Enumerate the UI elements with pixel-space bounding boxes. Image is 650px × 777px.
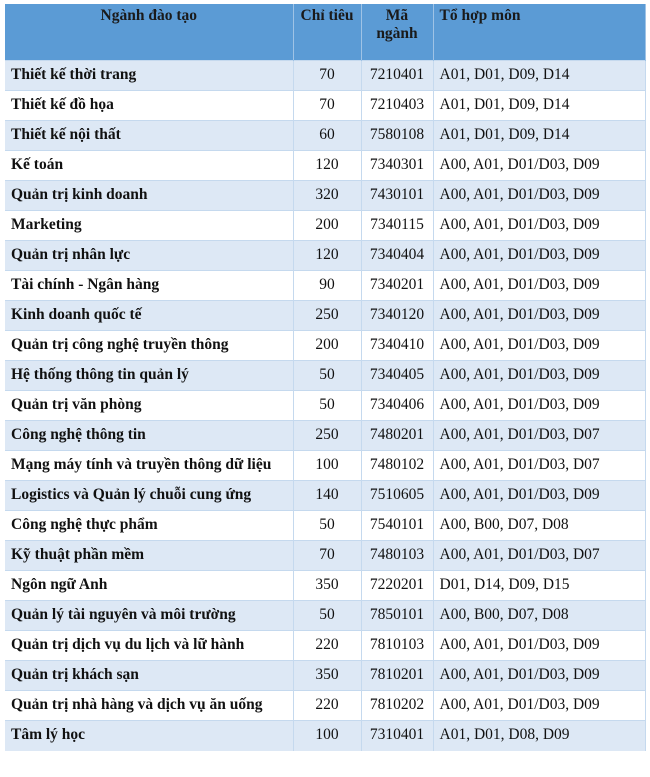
quota-cell: 50 — [293, 361, 361, 391]
code-cell: 7210401 — [361, 61, 433, 91]
major-cell: Tài chính - Ngân hàng — [5, 271, 293, 301]
code-cell: 7850101 — [361, 601, 433, 631]
major-cell: Quản trị dịch vụ du lịch và lữ hành — [5, 631, 293, 661]
code-cell: 7810201 — [361, 661, 433, 691]
admissions-table-container — [5, 4, 645, 751]
table-row — [5, 631, 645, 661]
table-row — [5, 661, 645, 691]
subject-combo-cell: A00, A01, D01/D03, D09 — [433, 661, 645, 691]
quota-cell: 250 — [293, 301, 361, 331]
major-cell: Logistics và Quản lý chuỗi cung ứng — [5, 481, 293, 511]
code-cell: 7580108 — [361, 121, 433, 151]
subject-combo-cell: D01, D14, D09, D15 — [433, 571, 645, 601]
code-cell: 7430101 — [361, 181, 433, 211]
table-row — [5, 271, 645, 301]
major-cell: Tâm lý học — [5, 721, 293, 751]
code-cell: 7480103 — [361, 541, 433, 571]
admissions-table — [5, 4, 646, 751]
table-row — [5, 61, 645, 91]
major-cell: Quản trị nhân lực — [5, 241, 293, 271]
subject-combo-cell: A00, A01, D01/D03, D09 — [433, 241, 645, 271]
major-cell: Kinh doanh quốc tế — [5, 301, 293, 331]
table-row — [5, 331, 645, 361]
subject-combo-cell: A01, D01, D09, D14 — [433, 91, 645, 121]
quota-cell: 250 — [293, 421, 361, 451]
subject-combo-cell: A00, B00, D07, D08 — [433, 601, 645, 631]
major-cell: Quản trị khách sạn — [5, 661, 293, 691]
code-cell: 7340301 — [361, 151, 433, 181]
code-cell: 7540101 — [361, 511, 433, 541]
subject-combo-cell: A00, B00, D07, D08 — [433, 511, 645, 541]
subject-combo-cell: A01, D01, D09, D14 — [433, 61, 645, 91]
major-cell: Thiết kế nội thất — [5, 121, 293, 151]
table-row — [5, 181, 645, 211]
subject-combo-cell: A00, A01, D01/D03, D09 — [433, 151, 645, 181]
code-cell: 7810202 — [361, 691, 433, 721]
subject-combo-cell: A00, A01, D01/D03, D09 — [433, 211, 645, 241]
code-cell: 7340120 — [361, 301, 433, 331]
table-row — [5, 451, 645, 481]
code-cell: 7510605 — [361, 481, 433, 511]
code-cell: 7480102 — [361, 451, 433, 481]
major-cell: Kế toán — [5, 151, 293, 181]
header-major: Ngành đào tạo — [5, 4, 293, 61]
table-row — [5, 421, 645, 451]
subject-combo-cell: A00, A01, D01/D03, D09 — [433, 631, 645, 661]
quota-cell: 60 — [293, 121, 361, 151]
quota-cell: 100 — [293, 451, 361, 481]
major-cell: Marketing — [5, 211, 293, 241]
major-cell: Thiết kế thời trang — [5, 61, 293, 91]
major-cell: Hệ thống thông tin quản lý — [5, 361, 293, 391]
subject-combo-cell: A01, D01, D09, D14 — [433, 121, 645, 151]
quota-cell: 70 — [293, 541, 361, 571]
quota-cell: 120 — [293, 151, 361, 181]
code-cell: 7340201 — [361, 271, 433, 301]
table-row — [5, 541, 645, 571]
code-cell: 7210403 — [361, 91, 433, 121]
quota-cell: 120 — [293, 241, 361, 271]
code-cell: 7340404 — [361, 241, 433, 271]
subject-combo-cell: A00, A01, D01/D03, D09 — [433, 391, 645, 421]
table-row — [5, 691, 645, 721]
code-cell: 7340406 — [361, 391, 433, 421]
major-cell: Quản trị công nghệ truyền thông — [5, 331, 293, 361]
quota-cell: 70 — [293, 61, 361, 91]
major-cell: Quản trị nhà hàng và dịch vụ ăn uống — [5, 691, 293, 721]
table-row — [5, 601, 645, 631]
table-row — [5, 361, 645, 391]
table-row — [5, 211, 645, 241]
table-row — [5, 91, 645, 121]
major-cell: Quản trị kinh doanh — [5, 181, 293, 211]
subject-combo-cell: A00, A01, D01/D03, D09 — [433, 271, 645, 301]
subject-combo-cell: A00, A01, D01/D03, D07 — [433, 541, 645, 571]
quota-cell: 350 — [293, 661, 361, 691]
major-cell: Quản trị văn phòng — [5, 391, 293, 421]
code-cell: 7340410 — [361, 331, 433, 361]
quota-cell: 200 — [293, 331, 361, 361]
table-row — [5, 511, 645, 541]
subject-combo-cell: A00, A01, D01/D03, D07 — [433, 451, 645, 481]
table-row — [5, 151, 645, 181]
code-cell: 7340405 — [361, 361, 433, 391]
table-header-row — [5, 4, 645, 61]
quota-cell: 350 — [293, 571, 361, 601]
quota-cell: 220 — [293, 631, 361, 661]
table-row — [5, 391, 645, 421]
quota-cell: 100 — [293, 721, 361, 751]
subject-combo-cell: A00, A01, D01/D03, D09 — [433, 361, 645, 391]
code-cell: 7340115 — [361, 211, 433, 241]
major-cell: Công nghệ thông tin — [5, 421, 293, 451]
subject-combo-cell: A00, A01, D01/D03, D09 — [433, 181, 645, 211]
quota-cell: 50 — [293, 391, 361, 421]
header-code: Mã ngành — [361, 4, 433, 61]
quota-cell: 50 — [293, 511, 361, 541]
table-row — [5, 301, 645, 331]
table-row — [5, 121, 645, 151]
subject-combo-cell: A00, A01, D01/D03, D09 — [433, 301, 645, 331]
code-cell: 7310401 — [361, 721, 433, 751]
subject-combo-cell: A01, D01, D08, D09 — [433, 721, 645, 751]
quota-cell: 320 — [293, 181, 361, 211]
major-cell: Ngôn ngữ Anh — [5, 571, 293, 601]
quota-cell: 50 — [293, 601, 361, 631]
quota-cell: 70 — [293, 91, 361, 121]
quota-cell: 200 — [293, 211, 361, 241]
major-cell: Công nghệ thực phẩm — [5, 511, 293, 541]
quota-cell: 90 — [293, 271, 361, 301]
subject-combo-cell: A00, A01, D01/D03, D09 — [433, 331, 645, 361]
header-subject-combo: Tổ hợp môn — [433, 4, 645, 61]
header-quota: Chỉ tiêu — [293, 4, 361, 61]
table-row — [5, 571, 645, 601]
table-row — [5, 481, 645, 511]
subject-combo-cell: A00, A01, D01/D03, D09 — [433, 481, 645, 511]
table-body — [5, 61, 645, 751]
major-cell: Mạng máy tính và truyền thông dữ liệu — [5, 451, 293, 481]
major-cell: Thiết kế đồ họa — [5, 91, 293, 121]
table-row — [5, 241, 645, 271]
table-row — [5, 721, 645, 751]
quota-cell: 140 — [293, 481, 361, 511]
subject-combo-cell: A00, A01, D01/D03, D07 — [433, 421, 645, 451]
subject-combo-cell: A00, A01, D01/D03, D09 — [433, 691, 645, 721]
major-cell: Quản lý tài nguyên và môi trường — [5, 601, 293, 631]
code-cell: 7810103 — [361, 631, 433, 661]
quota-cell: 220 — [293, 691, 361, 721]
code-cell: 7220201 — [361, 571, 433, 601]
major-cell: Kỹ thuật phần mềm — [5, 541, 293, 571]
code-cell: 7480201 — [361, 421, 433, 451]
